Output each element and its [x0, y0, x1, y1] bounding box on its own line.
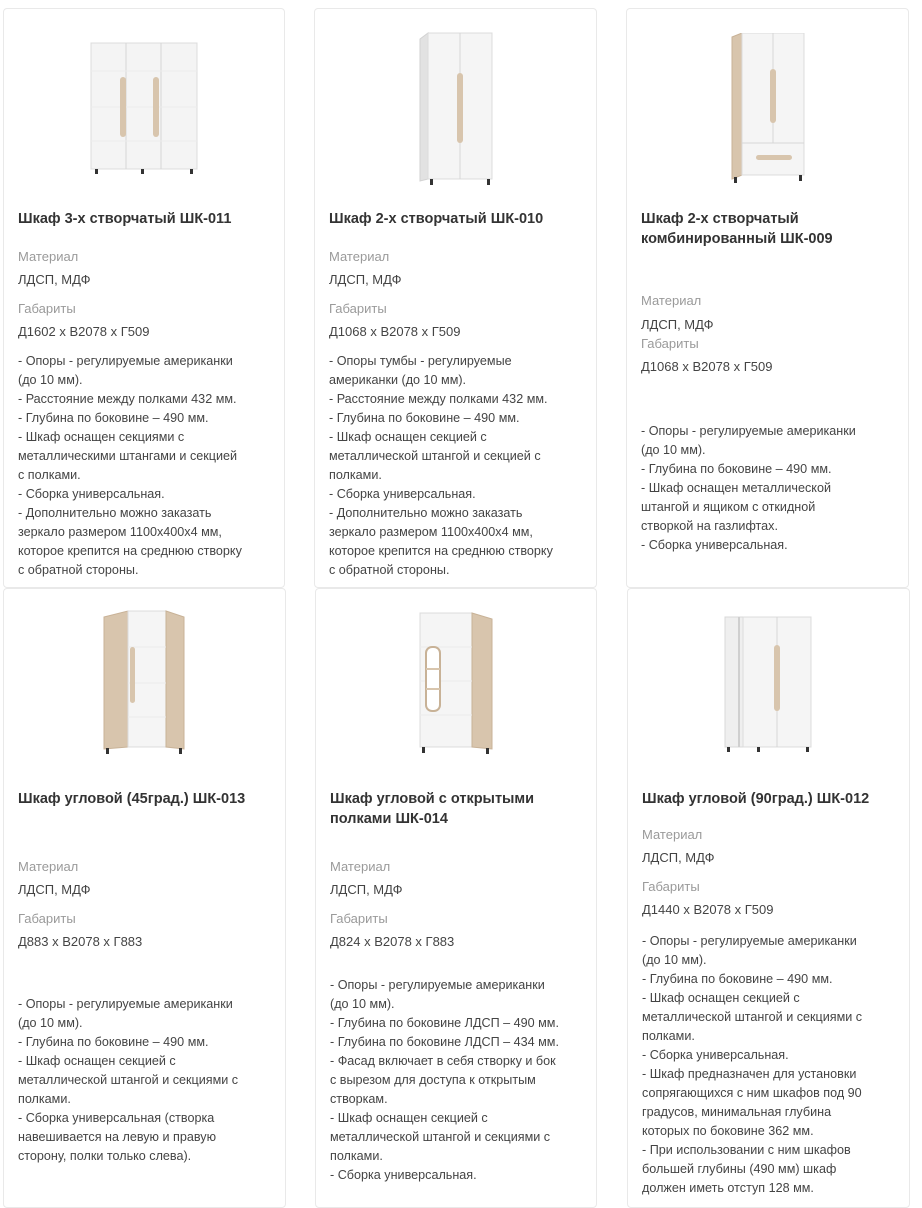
description-line: - Фасад включает в себя створку и бок: [330, 1054, 556, 1068]
description-line: (до 10 мм).: [18, 1016, 83, 1030]
product-card[interactable]: [3, 8, 285, 588]
description-line: должен иметь отступ 128 мм.: [642, 1181, 814, 1195]
description-line: сопрягающихся с ним шкафов под 90: [642, 1086, 862, 1100]
dimensions-value: Д824 x В2078 x Г883: [330, 934, 455, 949]
description-line: полками.: [329, 468, 382, 482]
product-title-line[interactable]: комбинированный ШК-009: [641, 231, 833, 247]
material-value: ЛДСП, МДФ: [18, 272, 91, 287]
description-line: - Сборка универсальная (створка: [18, 1111, 215, 1125]
description-line: - Опоры - регулируемые американки: [18, 997, 233, 1011]
material-value: ЛДСП, МДФ: [329, 272, 402, 287]
product-image[interactable]: [628, 589, 909, 769]
dimensions-value: Д1068 x В2078 x Г509: [641, 359, 773, 374]
description-line: зеркало размером 1100x400x4 мм,: [18, 525, 222, 539]
dimensions-label: Габариты: [18, 301, 76, 316]
description-line: - Глубина по боковине ЛДСП – 434 мм.: [330, 1035, 559, 1049]
description-line: - Опоры тумбы - регулируемые: [329, 354, 512, 368]
wardrobe-3-door-image: [89, 41, 199, 181]
description-line: - Глубина по боковине ЛДСП – 490 мм.: [330, 1016, 559, 1030]
description-line: - Шкаф оснащен секцией с: [18, 1054, 176, 1068]
description-line: металлической штангой и секциями с: [18, 1073, 239, 1087]
description-line: металлической штангой и секциями с: [330, 1130, 551, 1144]
description-line: (до 10 мм).: [641, 443, 706, 457]
description-line: - Глубина по боковине – 490 мм.: [329, 411, 520, 425]
description-line: - Глубина по боковине – 490 мм.: [18, 1035, 209, 1049]
description-line: с обратной стороны.: [329, 563, 450, 577]
product-title-line[interactable]: Шкаф угловой с открытыми: [330, 791, 535, 807]
description-line: створкой на газлифтах.: [641, 519, 778, 533]
dimensions-label: Габариты: [642, 879, 700, 894]
description-line: градусов, минимальная глубина: [642, 1105, 832, 1119]
product-title-line[interactable]: Шкаф угловой (90град.) ШК-012: [642, 791, 870, 807]
product-image[interactable]: [315, 9, 596, 189]
description-line: с полками.: [18, 468, 81, 482]
description-line: - Шкаф оснащен секцией с: [642, 991, 800, 1005]
product-title-line[interactable]: Шкаф угловой (45град.) ШК-013: [18, 791, 246, 807]
material-value: ЛДСП, МДФ: [642, 850, 715, 865]
description-line: полками.: [18, 1092, 71, 1106]
material-value: ЛДСП, МДФ: [18, 882, 91, 897]
dimensions-label: Габариты: [329, 301, 387, 316]
product-description: [641, 422, 896, 555]
product-description: [18, 995, 273, 1166]
description-line: - Глубина по боковине – 490 мм.: [641, 462, 832, 476]
description-line: металлической штангой и секцией с: [329, 449, 541, 463]
description-line: - Сборка универсальная.: [641, 538, 788, 552]
product-card[interactable]: [626, 8, 909, 588]
product-card[interactable]: [627, 588, 910, 1208]
description-line: (до 10 мм).: [642, 953, 707, 967]
product-title-line[interactable]: Шкаф 3-х створчатый ШК-011: [18, 211, 232, 227]
description-line: металлической штангой и секциями с: [642, 1010, 863, 1024]
description-line: - Опоры - регулируемые американки: [641, 424, 856, 438]
description-line: полками.: [642, 1029, 695, 1043]
description-line: - Глубина по боковине – 490 мм.: [18, 411, 209, 425]
description-line: полками.: [330, 1149, 383, 1163]
product-card[interactable]: [3, 588, 286, 1208]
product-image[interactable]: [627, 9, 908, 189]
description-line: - Опоры - регулируемые американки: [18, 354, 233, 368]
description-line: - Сборка универсальная.: [642, 1048, 789, 1062]
product-description: [329, 352, 584, 580]
material-label: Материал: [18, 249, 79, 264]
wardrobe-combined-image: [728, 33, 808, 185]
description-line: - Сборка универсальная.: [330, 1168, 477, 1182]
dimensions-value: Д1602 x В2078 x Г509: [18, 324, 150, 339]
description-line: (до 10 мм).: [18, 373, 83, 387]
product-title-line[interactable]: Шкаф 2-х створчатый: [641, 211, 799, 227]
product-title-line[interactable]: Шкаф 2-х створчатый ШК-010: [329, 211, 544, 227]
product-card[interactable]: [315, 588, 597, 1208]
material-value: ЛДСП, МДФ: [330, 882, 403, 897]
material-label: Материал: [18, 859, 79, 874]
material-label: Материал: [330, 859, 391, 874]
wardrobe-2-door-image: [416, 31, 496, 187]
dimensions-value: Д883 x В2078 x Г883: [18, 934, 143, 949]
description-line: - Опоры - регулируемые американки: [330, 978, 545, 992]
description-line: сторону, полки только слева).: [18, 1149, 192, 1163]
description-line: - Расстояние между полками 432 мм.: [18, 392, 237, 406]
corner-wardrobe-open-shelves-image: [416, 609, 496, 757]
product-title-line[interactable]: полками ШК-014: [330, 811, 448, 827]
dimensions-label: Габариты: [330, 911, 388, 926]
description-line: - Сборка универсальная.: [18, 487, 165, 501]
product-image[interactable]: [4, 9, 284, 189]
description-line: штангой и ящиком с откидной: [641, 500, 816, 514]
description-line: - Сборка универсальная.: [329, 487, 476, 501]
product-card[interactable]: [314, 8, 597, 588]
description-line: с вырезом для доступа к открытым: [330, 1073, 536, 1087]
description-line: зеркало размером 1100x400x4 мм,: [329, 525, 533, 539]
dimensions-label: Габариты: [641, 336, 699, 351]
corner-wardrobe-90-image: [721, 615, 817, 755]
description-line: которое крепится на среднюю створку: [18, 544, 242, 558]
product-description: [642, 932, 897, 1198]
product-description: [18, 352, 272, 580]
description-line: большей глубины (490 мм) шкаф: [642, 1162, 837, 1176]
description-line: - Опоры - регулируемые американки: [642, 934, 857, 948]
description-line: - Шкаф оснащен секцией с: [329, 430, 487, 444]
material-label: Материал: [642, 827, 703, 842]
dimensions-value: Д1440 x В2078 x Г509: [642, 902, 774, 917]
description-line: - Шкаф предназначен для установки: [642, 1067, 857, 1081]
description-line: с обратной стороны.: [18, 563, 139, 577]
product-description: [330, 976, 584, 1185]
description-line: створкам.: [330, 1092, 388, 1106]
description-line: - Дополнительно можно заказать: [18, 506, 212, 520]
description-line: навешивается на левую и правую: [18, 1130, 217, 1144]
dimensions-value: Д1068 x В2078 x Г509: [329, 324, 461, 339]
description-line: - Глубина по боковине – 490 мм.: [642, 972, 833, 986]
description-line: металлическими штангами и секцией: [18, 449, 238, 463]
description-line: американки (до 10 мм).: [329, 373, 467, 387]
description-line: (до 10 мм).: [330, 997, 395, 1011]
description-line: которое крепится на среднюю створку: [329, 544, 553, 558]
corner-wardrobe-45-image: [100, 607, 190, 757]
product-image[interactable]: [4, 589, 285, 769]
description-line: - Шкаф оснащен металлической: [641, 481, 831, 495]
description-line: - Расстояние между полками 432 мм.: [329, 392, 548, 406]
material-value: ЛДСП, МДФ: [641, 317, 714, 332]
description-line: - Шкаф оснащен секциями с: [18, 430, 185, 444]
description-line: - Дополнительно можно заказать: [329, 506, 523, 520]
description-line: - Шкаф оснащен секцией с: [330, 1111, 488, 1125]
material-label: Материал: [329, 249, 390, 264]
description-line: которых по боковине 362 мм.: [642, 1124, 814, 1138]
material-label: Материал: [641, 293, 702, 308]
description-line: - При использовании с ним шкафов: [642, 1143, 851, 1157]
product-image[interactable]: [316, 589, 596, 769]
dimensions-label: Габариты: [18, 911, 76, 926]
